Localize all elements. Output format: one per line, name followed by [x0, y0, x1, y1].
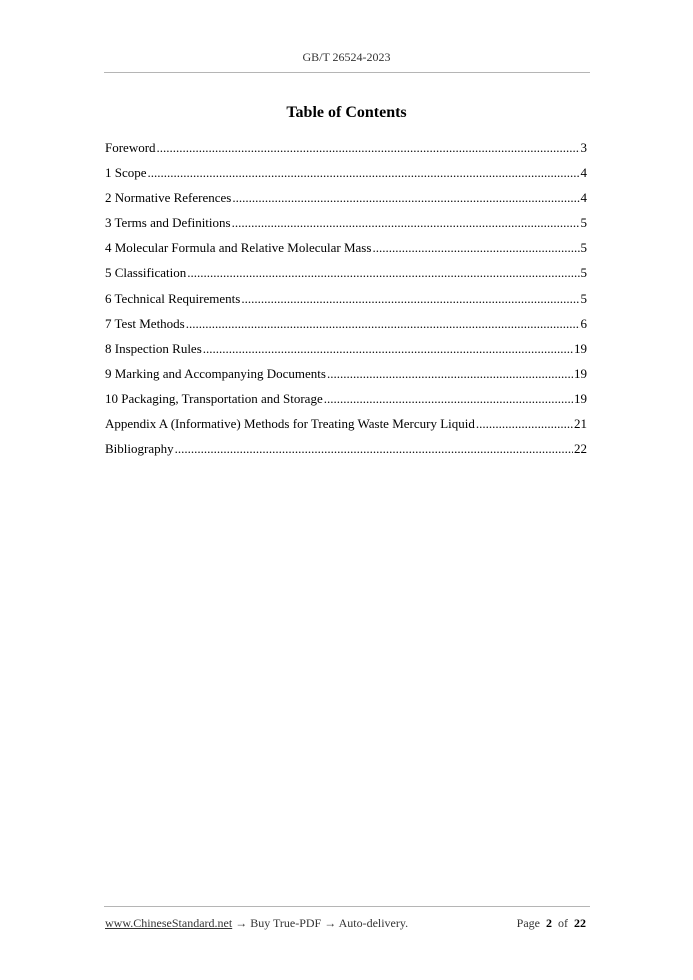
footer-promo	[105, 916, 408, 931]
page-indicator	[517, 916, 586, 931]
toc-dot-leader	[372, 238, 579, 258]
of-word: of	[558, 916, 568, 930]
toc-dot-leader	[232, 188, 579, 208]
toc-dot-leader	[324, 389, 573, 409]
toc-entry[interactable]	[105, 289, 587, 314]
toc-dot-leader	[232, 213, 580, 233]
document-code-header: GB/T 26524-2023	[302, 50, 391, 64]
toc-dot-leader	[175, 439, 573, 459]
toc-entry-page-number: 19	[574, 390, 587, 406]
toc-title: Table of Contents	[286, 104, 407, 121]
toc-entry[interactable]	[105, 314, 587, 339]
website-link[interactable]: www.ChineseStandard.net	[105, 916, 233, 930]
toc-dot-leader	[241, 289, 579, 309]
toc-entry-label: 10 Packaging, Transportation and Storage	[105, 390, 323, 406]
toc-entry-page-number: 5	[580, 290, 587, 306]
toc-entry-page-number: 3	[580, 140, 587, 155]
toc-entry-label: Bibliography	[105, 441, 174, 457]
toc-entry-label: 7 Test Methods	[105, 315, 185, 331]
toc-entry-page-number: 6	[580, 315, 587, 331]
toc-entry-label: 4 Molecular Formula and Relative Molecular Mass	[105, 240, 372, 256]
toc-entry-page-number: 4	[580, 165, 587, 181]
toc-entry[interactable]	[105, 414, 587, 439]
toc-entry[interactable]	[105, 238, 587, 263]
toc-entry-page-number: 5	[580, 215, 587, 231]
toc-entry-label: 5 Classification	[105, 265, 187, 281]
toc-entry[interactable]	[105, 364, 587, 389]
toc-entry-page-number: 19	[574, 340, 587, 356]
toc-entry-label: 2 Normative References	[105, 190, 232, 206]
toc-entry-page-number: 4	[580, 190, 587, 206]
toc-entry[interactable]	[105, 389, 587, 414]
toc-dot-leader	[476, 414, 573, 434]
toc-dot-leader	[187, 263, 579, 283]
total-pages-number: 22	[574, 916, 586, 930]
promo-text: → Buy True-PDF → Auto-delivery.	[232, 916, 409, 930]
toc-entry[interactable]	[105, 138, 587, 163]
toc-entry[interactable]	[105, 339, 587, 364]
toc-list	[105, 138, 587, 464]
toc-dot-leader	[327, 364, 573, 384]
toc-entry-label: 6 Technical Requirements	[105, 290, 241, 306]
toc-dot-leader	[157, 138, 580, 158]
toc-entry-label: 3 Terms and Definitions	[105, 215, 231, 231]
toc-entry-label: 8 Inspection Rules	[105, 340, 202, 356]
toc-entry[interactable]	[105, 439, 587, 464]
toc-entry-page-number: 19	[574, 365, 587, 381]
toc-entry-label: 9 Marking and Accompanying Documents	[105, 365, 326, 381]
toc-entry[interactable]	[105, 163, 587, 188]
toc-entry-page-number: 21	[574, 416, 587, 432]
toc-entry[interactable]	[105, 213, 587, 238]
toc-entry-label: Appendix A (Informative) Methods for Treating Waste Mercury Liquid	[105, 416, 475, 432]
header-divider	[104, 72, 590, 73]
current-page-number: 2	[546, 916, 552, 930]
toc-dot-leader	[186, 314, 580, 334]
toc-entry-label: 1 Scope	[105, 165, 147, 181]
footer-divider	[104, 906, 590, 907]
toc-entry-label: Foreword	[105, 140, 156, 155]
toc-entry[interactable]	[105, 188, 587, 213]
toc-dot-leader	[203, 339, 573, 359]
toc-entry[interactable]	[105, 263, 587, 288]
toc-dot-leader	[148, 163, 580, 183]
page-word: Page	[516, 916, 540, 930]
toc-entry-page-number: 5	[580, 240, 587, 256]
toc-entry-page-number: 5	[580, 265, 587, 281]
toc-entry-page-number: 22	[574, 441, 587, 457]
